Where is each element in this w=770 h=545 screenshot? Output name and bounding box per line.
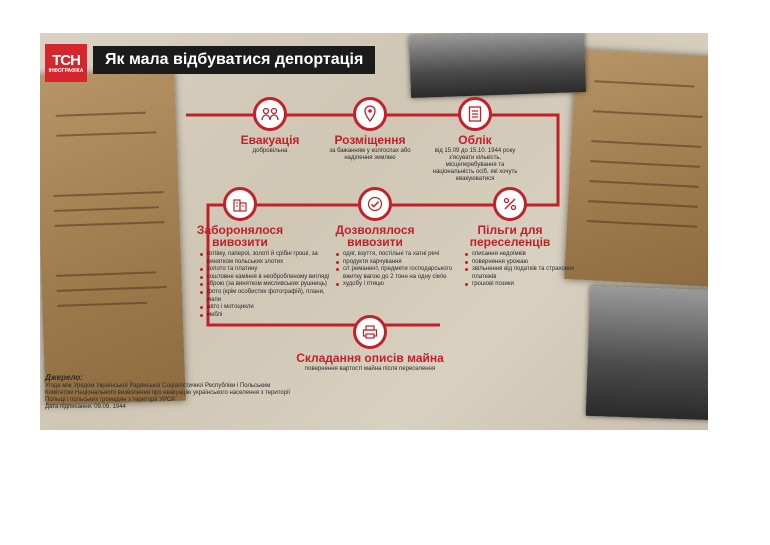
- list-item: коштовне каміння в необробленому вигляді: [200, 274, 330, 282]
- allowed-list: [336, 251, 456, 289]
- forbidden-list: [200, 251, 330, 319]
- list-item: повернення урожаю: [465, 259, 585, 267]
- list-item: худобу і птицю: [336, 281, 456, 289]
- list-item: золото та платину: [200, 266, 330, 274]
- logo-text: ТСН: [52, 51, 80, 69]
- node-title: Пільги для переселенців: [469, 223, 551, 249]
- benefits-list: [465, 251, 585, 289]
- node-title: Складання описів майна: [296, 351, 444, 365]
- page-title: Як мала відбуватися депортація: [93, 46, 375, 74]
- node-title: Дозволялося вивозити: [335, 223, 415, 249]
- list-item: с/г реманент, предмети господарського вжитку вагою до 2 тонн на одну сім'ю: [336, 266, 456, 281]
- node-accounting: [425, 97, 525, 183]
- list-item: зброю (за винятком мисливських рушниць): [200, 281, 330, 289]
- source-label: Джерело:: [45, 373, 83, 382]
- list-item: звільнення від податків та страхових платежів: [465, 266, 585, 281]
- people-icon: [253, 97, 287, 131]
- source-text: Угода між Урядом Української Радянської Соціалістичної Республіки і Польським Комітетом Національного визволення про евакуацію українського населення з території Польщі і польських громадян з території УРСР.: [45, 383, 291, 403]
- printer-icon: [353, 315, 387, 349]
- node-text: від 15.09 до 15.10. 1944 року з'ясувати кількість, місцеперебування та національність осіб, які хочуть евакуюватися: [432, 148, 518, 182]
- node-allowed: [335, 187, 415, 248]
- logo-subtext: ІНФОГРАФІКА: [48, 67, 84, 74]
- node-title: Евакуація: [240, 133, 300, 147]
- list-item: грошові позики: [465, 281, 585, 289]
- list-item: авто і мотоцикли: [200, 304, 330, 312]
- list-item: фото (крім особистих фотографій), плани, мапи: [200, 289, 330, 304]
- node-placement: [325, 97, 415, 162]
- list-item: меблі: [200, 312, 330, 320]
- node-inventory: [295, 315, 445, 373]
- node-text: добровільна: [252, 148, 288, 154]
- percent-icon: [493, 187, 527, 221]
- source-date: Дата підписання: 09.09. 1944: [45, 404, 126, 410]
- building-icon: [223, 187, 257, 221]
- infographic-canvas: [40, 33, 708, 430]
- source-note: [45, 374, 295, 411]
- check-icon: [358, 187, 392, 221]
- node-evacuation: [230, 97, 310, 155]
- node-forbidden: [190, 187, 290, 248]
- list-item: продукти харчування: [336, 259, 456, 267]
- document-icon: [458, 97, 492, 131]
- list-item: списання недоїмків: [465, 251, 585, 259]
- list-item: одяг, взуття, постільні та хатні речі: [336, 251, 456, 259]
- node-benefits: [460, 187, 560, 248]
- node-text: за бажанням у колгоспах або наділення землею: [329, 148, 411, 161]
- node-title: Облік: [458, 133, 492, 147]
- node-text: повернення вартості майна після переселення: [304, 366, 436, 372]
- node-title: Розміщення: [334, 133, 406, 147]
- node-title: Заборонялося вивозити: [196, 223, 284, 249]
- list-item: готівку, папероі, золоті й срібні гроші, за винятком польських злотих: [200, 251, 330, 266]
- location-pin-icon: [353, 97, 387, 131]
